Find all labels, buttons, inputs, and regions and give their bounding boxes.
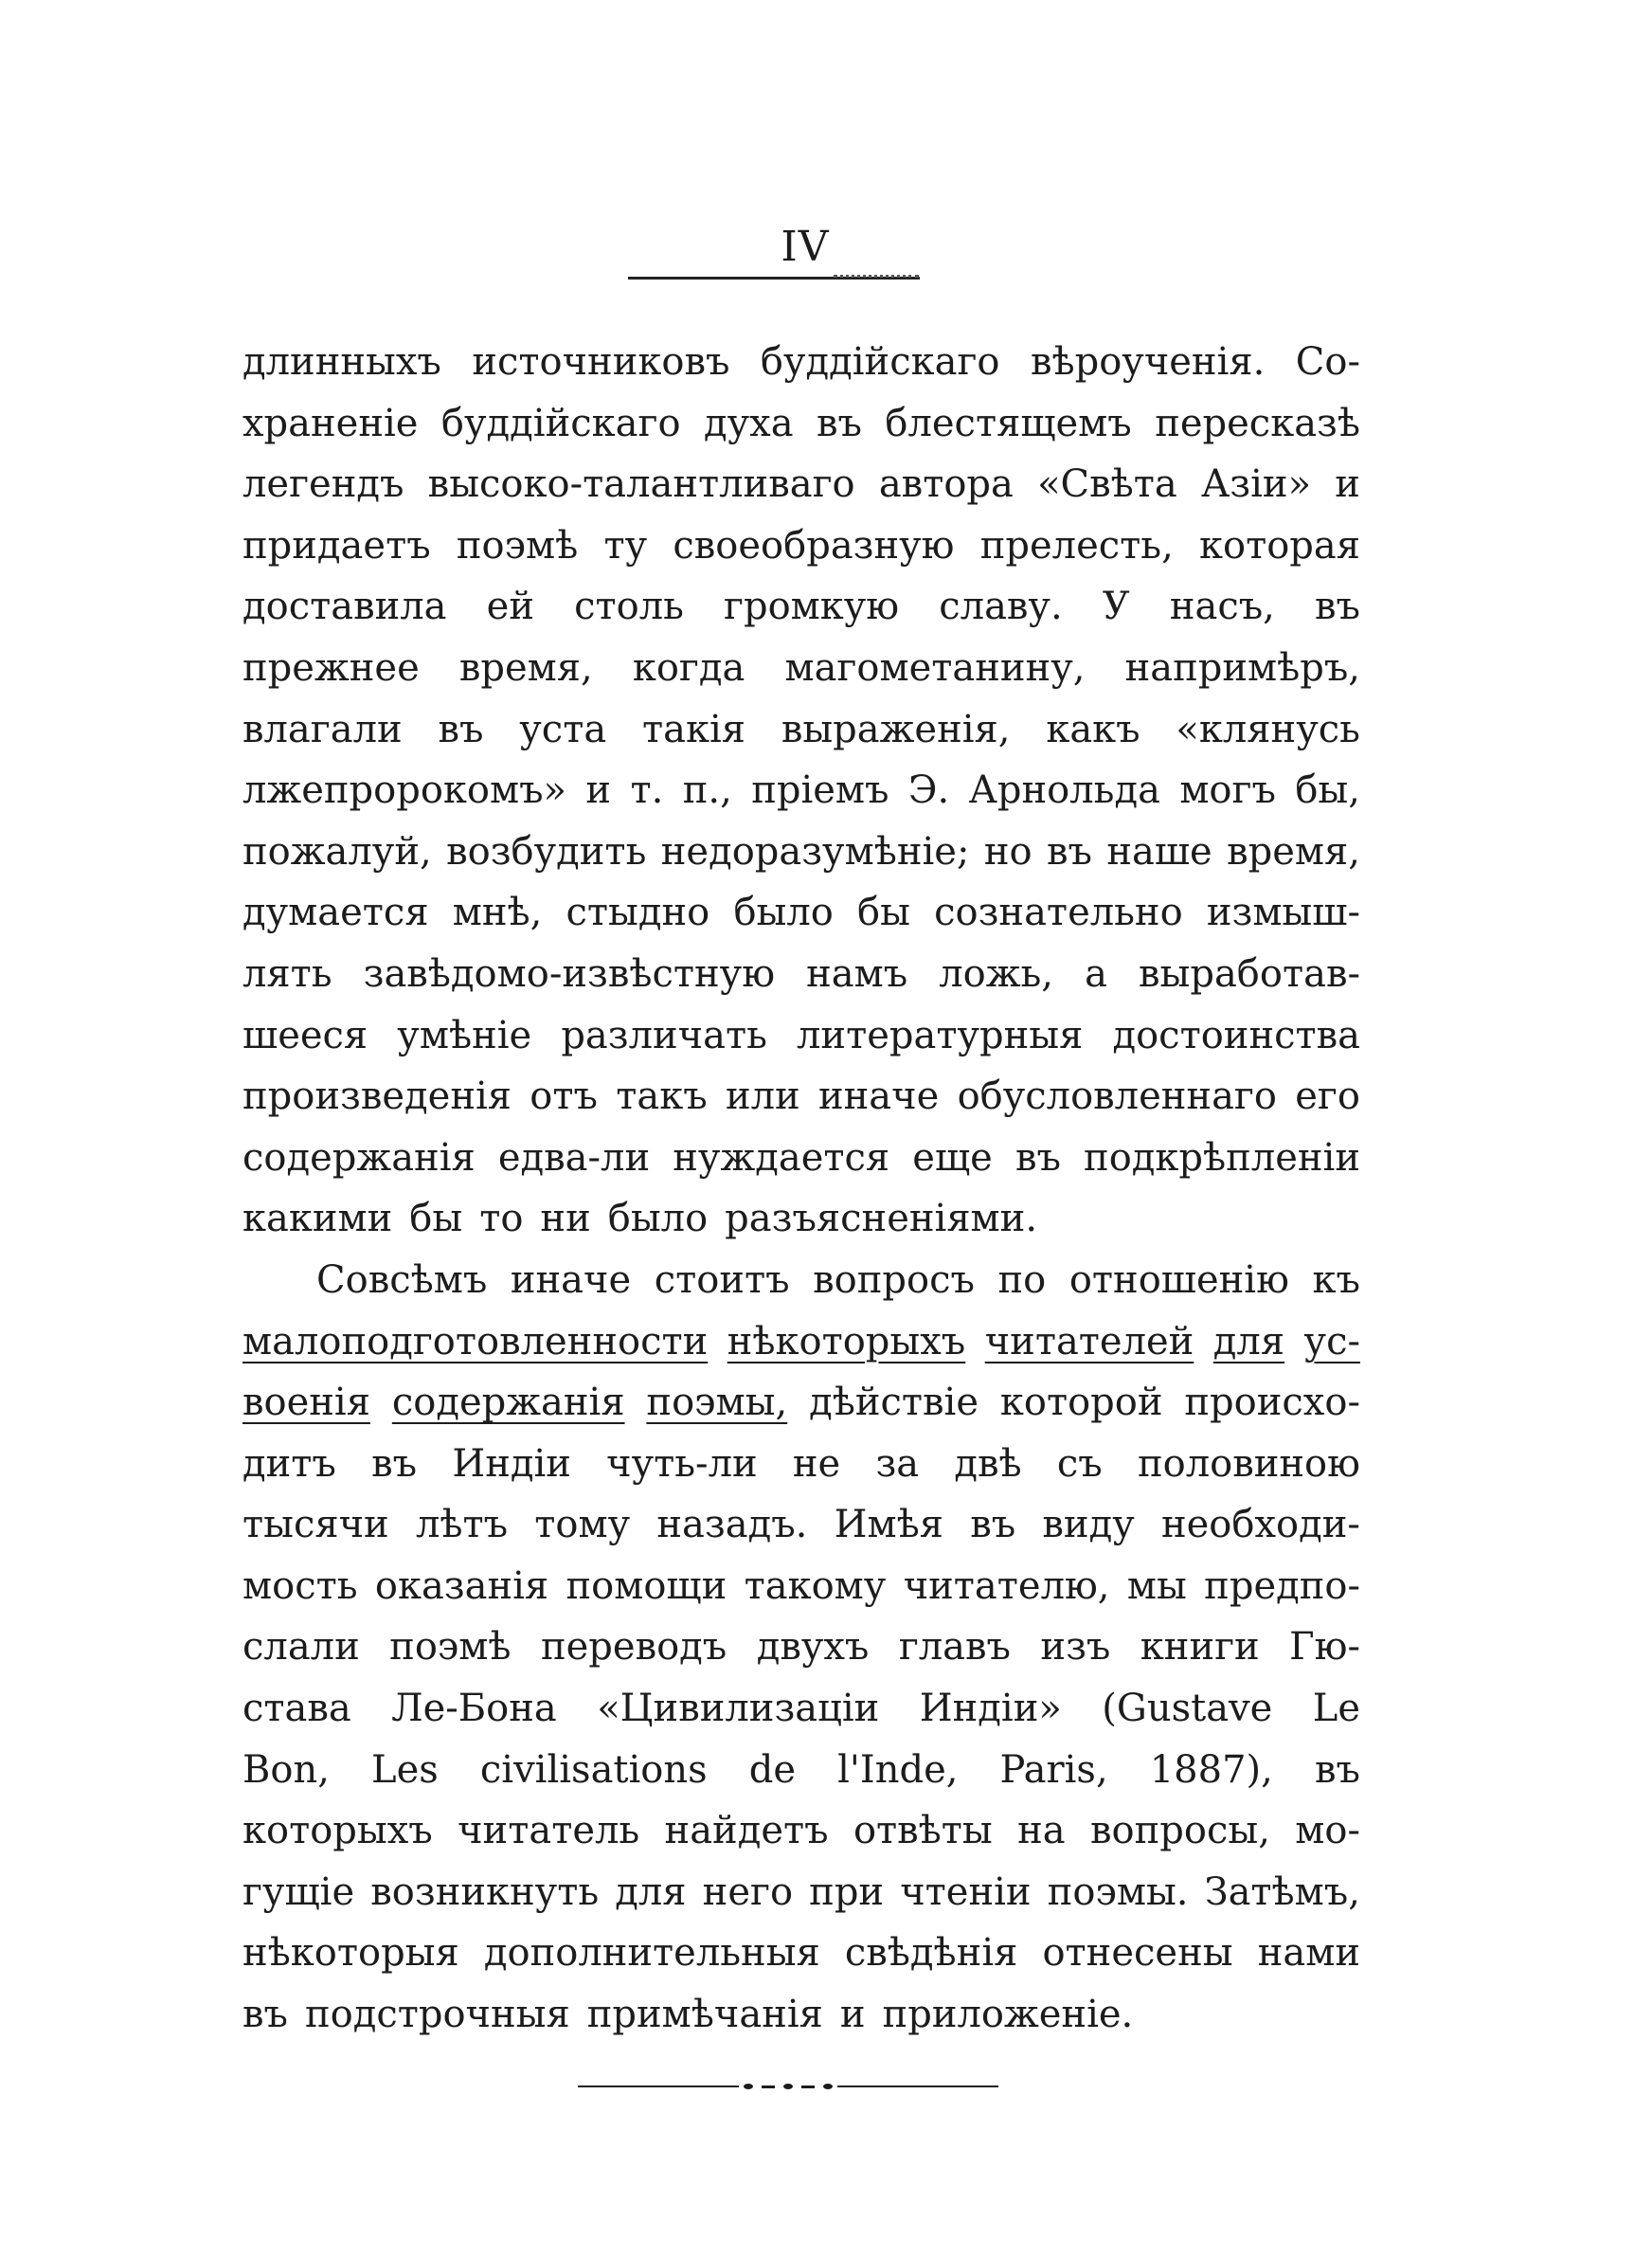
word: приложеніе. <box>882 1993 1134 2037</box>
word: когда <box>632 645 745 690</box>
word: отнесены <box>1042 1931 1233 1976</box>
text-line <box>242 822 1360 883</box>
header-rule-dotted <box>834 275 919 278</box>
text-line <box>242 1434 1360 1495</box>
word: насъ, <box>1169 585 1275 629</box>
word: уста <box>519 707 607 751</box>
word: напримѣръ, <box>1124 645 1360 690</box>
word: въ <box>438 707 484 751</box>
word: и <box>1335 462 1360 507</box>
word: мость <box>242 1563 358 1608</box>
word: вопросъ <box>813 1257 975 1302</box>
word: предпо- <box>1204 1563 1360 1608</box>
word: въ <box>242 1993 288 2037</box>
word: поэмѣ <box>456 523 579 568</box>
text-line <box>242 1923 1360 1984</box>
word: Ле-Бона <box>391 1687 557 1731</box>
word: отношенію <box>1068 1257 1289 1302</box>
text-line <box>242 393 1360 455</box>
word: тому <box>534 1503 631 1547</box>
end-ornament <box>578 2081 998 2092</box>
word: мнѣ, <box>452 891 543 935</box>
word: иначе <box>510 1257 632 1302</box>
word: придаетъ <box>242 523 431 568</box>
text-line <box>242 1188 1360 1250</box>
word: выраженія, <box>781 707 1011 751</box>
word: двѣ <box>954 1441 1022 1486</box>
word: возникнуть <box>370 1869 600 1914</box>
word: съ <box>1056 1441 1103 1486</box>
word: т. <box>630 768 664 813</box>
ornament-rule-left <box>578 2085 739 2087</box>
word: «клянусь <box>1176 707 1360 751</box>
word: и <box>585 768 612 813</box>
word: вѣроученія. <box>1030 340 1266 384</box>
word: Le <box>1312 1687 1360 1731</box>
word: произведенія <box>242 1074 512 1119</box>
word: изъ <box>1040 1625 1111 1670</box>
word: нуждается <box>673 1135 890 1180</box>
ornament-dash <box>801 2085 815 2088</box>
text-line <box>242 1740 1360 1801</box>
word: автора <box>878 462 1014 507</box>
word: гущіе <box>242 1869 355 1914</box>
word: высоко-талантливаго <box>427 462 855 507</box>
word: Совсѣмъ <box>316 1257 488 1302</box>
word: источниковъ <box>472 340 730 384</box>
word: бы <box>857 891 910 935</box>
word: дитъ <box>242 1441 336 1486</box>
word: Со- <box>1295 340 1360 384</box>
word: нами <box>1257 1931 1360 1976</box>
text-line <box>242 1494 1360 1556</box>
text-line <box>242 1250 1360 1311</box>
text-line <box>242 1066 1360 1128</box>
word: Гю- <box>1289 1625 1360 1670</box>
word: de <box>748 1747 797 1792</box>
word: него <box>702 1869 794 1914</box>
word: прежнее <box>242 645 420 690</box>
word: различать <box>561 1013 767 1057</box>
word: выработав- <box>1139 951 1360 996</box>
word: свѣдѣнія <box>844 1931 1018 1976</box>
word: при <box>809 1869 885 1914</box>
word: дополнительныя <box>483 1931 820 1976</box>
word: 1887), <box>1149 1747 1273 1792</box>
word: къ <box>1312 1257 1360 1302</box>
word: блестящемъ <box>885 401 1132 445</box>
word: найдетъ <box>664 1809 829 1853</box>
word: Индіи <box>452 1441 571 1486</box>
text-line <box>242 1311 1360 1373</box>
word: ни <box>540 1197 591 1241</box>
word: содержанія <box>242 1135 476 1180</box>
word: легендъ <box>242 462 404 507</box>
word: въ <box>1046 829 1092 874</box>
word: подкрѣпленіи <box>1084 1135 1360 1180</box>
word: время, <box>458 645 593 690</box>
word: какъ <box>1046 707 1140 751</box>
word: длинныхъ <box>242 340 441 384</box>
word: въ <box>1314 1747 1360 1792</box>
word: нѣкоторыхъ <box>727 1319 966 1363</box>
word: духа <box>703 401 794 445</box>
word: громкую <box>724 585 900 629</box>
word: дѣйствіе <box>809 1381 979 1425</box>
word: наше <box>1106 829 1212 874</box>
word: п., <box>682 768 732 813</box>
word: иначе <box>817 1074 940 1119</box>
text-line <box>242 515 1360 577</box>
word: сознательно <box>934 891 1183 935</box>
word: поэмы. <box>1047 1869 1189 1914</box>
word: было <box>733 891 834 935</box>
word: военія <box>242 1381 370 1425</box>
text-line <box>242 1984 1360 2046</box>
ornament-center <box>739 2081 837 2092</box>
word: читателю, <box>903 1563 1110 1608</box>
word: не <box>792 1441 841 1486</box>
word: которая <box>1199 523 1360 568</box>
word: прелесть, <box>979 523 1174 568</box>
word: умѣніе <box>397 1013 532 1057</box>
word: своеобразную <box>673 523 955 568</box>
word: двухъ <box>756 1625 870 1670</box>
word: храненіе <box>242 401 419 445</box>
word: читатель <box>458 1809 640 1853</box>
word: въ <box>970 1503 1016 1547</box>
page-number: IV <box>781 223 830 271</box>
word: поэмы, <box>646 1381 788 1425</box>
word: У <box>1102 585 1130 629</box>
ornament-dash <box>762 2085 775 2088</box>
word: думается <box>242 891 429 935</box>
word: оказанія <box>374 1563 549 1608</box>
word: Индіи» <box>919 1687 1062 1731</box>
word: пожалуй, <box>242 829 432 874</box>
word: разъясненіями. <box>725 1197 1038 1241</box>
word: для <box>1212 1319 1285 1363</box>
word: славу. <box>939 585 1063 629</box>
word: такъ <box>616 1074 708 1119</box>
word: стоитъ <box>654 1257 790 1302</box>
word: отъ <box>530 1074 598 1119</box>
word: въ <box>371 1441 418 1486</box>
word: Арнольда <box>968 768 1160 813</box>
text-line <box>242 1862 1360 1923</box>
word: влагали <box>242 707 403 751</box>
word: виду <box>1042 1503 1135 1547</box>
word: (Gustave <box>1102 1687 1273 1731</box>
word: за <box>875 1441 920 1486</box>
text-line <box>242 882 1360 944</box>
word: мо- <box>1295 1809 1360 1853</box>
word: такому <box>744 1563 887 1608</box>
word: еще <box>912 1135 993 1180</box>
text-line <box>242 638 1360 699</box>
word: примѣчанія <box>586 1993 823 2037</box>
word: поэмѣ <box>389 1625 512 1670</box>
word: вопросы, <box>1090 1809 1270 1853</box>
word: лять <box>242 951 332 996</box>
word: намъ <box>806 951 908 996</box>
word: такія <box>641 707 745 751</box>
word: въ <box>1315 585 1360 629</box>
word: Затѣмъ, <box>1204 1869 1360 1914</box>
word: Paris, <box>999 1747 1108 1792</box>
word: какими <box>242 1197 393 1241</box>
word: бы <box>409 1197 463 1241</box>
word: которой <box>999 1381 1163 1425</box>
word: отвѣты <box>853 1809 993 1853</box>
word: столь <box>574 585 684 629</box>
word: могъ <box>1179 768 1276 813</box>
word: пересказѣ <box>1155 401 1360 445</box>
word: на <box>1017 1809 1066 1853</box>
word: литературныя <box>797 1013 1084 1057</box>
word: книги <box>1140 1625 1260 1670</box>
word: лжепророкомъ» <box>242 768 567 813</box>
word: недоразумѣніе; <box>660 829 970 874</box>
word: «Цивилизаціи <box>597 1687 880 1731</box>
ornament-dot <box>744 2084 753 2089</box>
word: едва-ли <box>497 1135 651 1180</box>
word: которыхъ <box>242 1809 433 1853</box>
text-line <box>242 1616 1360 1678</box>
word: «Свѣта <box>1037 462 1177 507</box>
word: главъ <box>898 1625 1011 1670</box>
text-line <box>242 1678 1360 1740</box>
word: для <box>615 1869 687 1914</box>
word: пріемъ <box>751 768 889 813</box>
ornament-dot <box>783 2084 793 2089</box>
text-line <box>242 576 1360 638</box>
word: измыш- <box>1206 891 1360 935</box>
word: ложь, <box>939 951 1054 996</box>
text-line <box>242 699 1360 761</box>
word: помощи <box>566 1563 727 1608</box>
word: переводъ <box>540 1625 727 1670</box>
text-line <box>242 1372 1360 1434</box>
word: магометанину, <box>784 645 1086 690</box>
word: тысячи <box>242 1503 389 1547</box>
text-line <box>242 760 1360 822</box>
text-line <box>242 454 1360 515</box>
word: назадъ. <box>656 1503 808 1547</box>
word: доставила <box>242 585 447 629</box>
word: достоинства <box>1112 1013 1360 1057</box>
word: было <box>607 1197 709 1241</box>
word: необходи- <box>1160 1503 1360 1547</box>
word: подстрочныя <box>304 1993 570 2037</box>
word: и <box>839 1993 866 2037</box>
word: слали <box>242 1625 360 1670</box>
word: ус- <box>1303 1319 1360 1363</box>
word: малоподготовленности <box>242 1319 709 1363</box>
word: или <box>725 1074 800 1119</box>
word: ей <box>486 585 534 629</box>
word: ту <box>603 523 648 568</box>
word: нѣкоторыя <box>242 1931 459 1976</box>
word: става <box>242 1687 351 1731</box>
word: въ <box>1015 1135 1061 1180</box>
word: его <box>1295 1074 1360 1119</box>
word: читателей <box>984 1319 1194 1363</box>
word: буддійскаго <box>760 340 1000 384</box>
word: а <box>1085 951 1107 996</box>
ornament-rule-right <box>837 2085 998 2087</box>
word: буддійскаго <box>440 401 681 445</box>
body-text <box>242 332 1360 2046</box>
word: возбудить <box>446 829 647 874</box>
word: завѣдомо-извѣстную <box>363 951 776 996</box>
text-line <box>242 1800 1360 1862</box>
word: чтеніи <box>900 1869 1032 1914</box>
word: мы <box>1126 1563 1187 1608</box>
word: происхо- <box>1184 1381 1360 1425</box>
word: въ <box>816 401 862 445</box>
word: civilisations <box>479 1747 708 1792</box>
word: содержанія <box>391 1381 625 1425</box>
text-line <box>242 944 1360 1005</box>
text-line <box>242 1556 1360 1617</box>
word: чуть-ли <box>606 1441 758 1486</box>
word: шееся <box>242 1013 368 1057</box>
word: то <box>479 1197 524 1241</box>
word: Азіи» <box>1201 462 1312 507</box>
text-line <box>242 1005 1360 1067</box>
word: Имѣя <box>834 1503 943 1547</box>
word: Les <box>371 1747 439 1792</box>
word: Э. <box>907 768 950 813</box>
text-line <box>242 1128 1360 1189</box>
text-line <box>242 332 1360 393</box>
word: l'Inde, <box>837 1747 959 1792</box>
word: бы, <box>1295 768 1360 813</box>
word: стыдно <box>566 891 710 935</box>
word: лѣтъ <box>415 1503 509 1547</box>
word: но <box>983 829 1032 874</box>
word: обусловленнаго <box>957 1074 1277 1119</box>
word: половиною <box>1137 1441 1360 1486</box>
ornament-dot <box>823 2084 833 2089</box>
word: время, <box>1227 829 1360 874</box>
word: по <box>997 1257 1047 1302</box>
word: Bon, <box>242 1747 330 1792</box>
